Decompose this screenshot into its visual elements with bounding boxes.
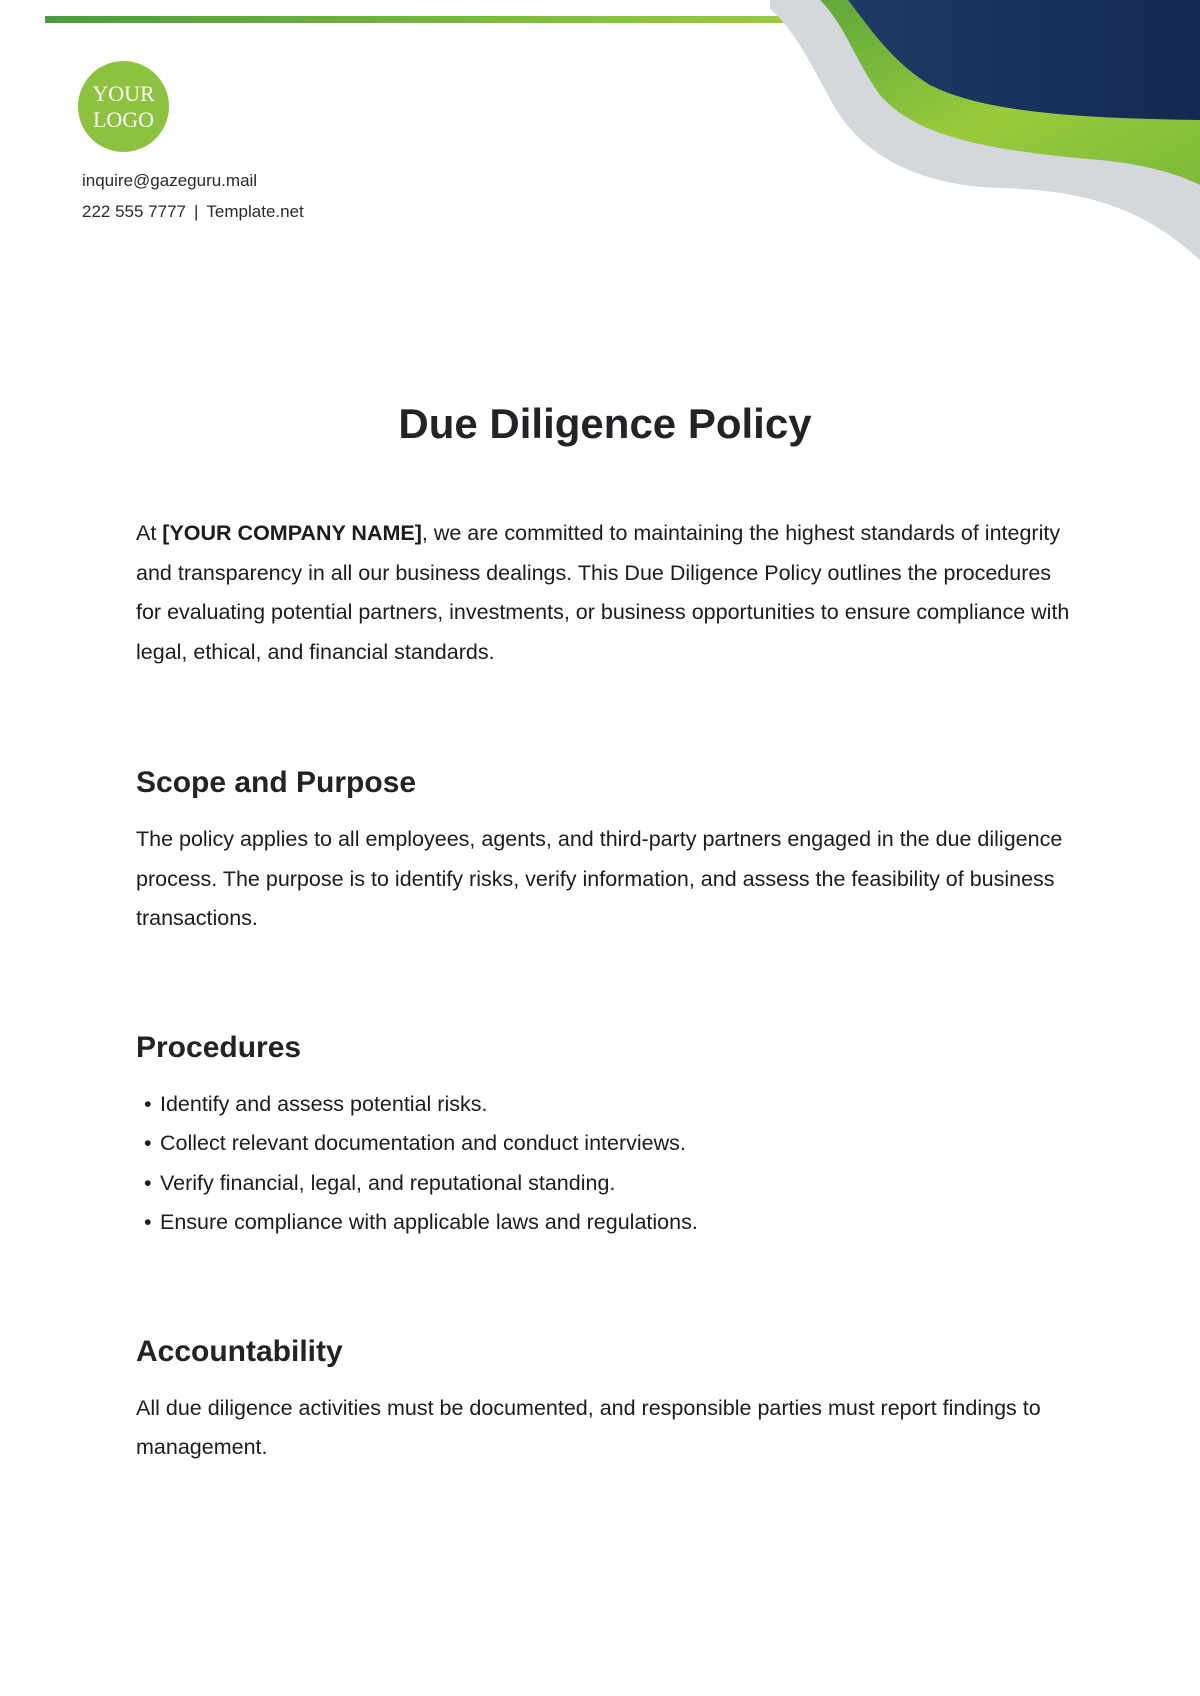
list-item-text: Identify and assess potential risks.: [160, 1091, 488, 1116]
logo-placeholder-text: [89, 81, 159, 133]
contact-email: inquire@gazeguru.mail: [82, 171, 258, 190]
bullet-icon: •: [144, 1170, 152, 1195]
document-body: [136, 514, 1076, 1468]
company-name-placeholder: [YOUR COMPANY NAME]: [162, 521, 422, 545]
intro-text: , we are committed to maintaining the highest standards of integrity and transparency in all our business dealings. This Due Diligence Policy outlines the procedures for evaluating potential partners, investments, or business opportunities to ensure compliance with legal, ethical, and financial standards.: [136, 521, 1070, 664]
contact-separator: |: [194, 202, 199, 221]
list-item-text: Verify financial, legal, and reputational standing.: [160, 1170, 616, 1195]
document-title: Due Diligence Policy: [398, 400, 812, 447]
list-item: [136, 1124, 1076, 1164]
intro-paragraph: [136, 514, 1076, 672]
accountability-heading: Accountability: [136, 1334, 343, 1368]
bullet-icon: •: [144, 1091, 152, 1116]
bullet-icon: •: [144, 1131, 152, 1155]
list-item: [136, 1164, 1076, 1204]
logo-line-2: LOGO: [92, 106, 155, 132]
list-item-text: Collect relevant documentation and conduct interviews.: [160, 1131, 686, 1155]
list-item: [136, 1085, 1076, 1125]
contact-phone: 222 555 7777: [82, 202, 186, 221]
header-accent-line: [45, 16, 875, 23]
contact-phone-row: [82, 196, 304, 227]
procedures-heading: Procedures: [136, 1030, 302, 1064]
list-item-text: Ensure compliance with applicable laws and regulations.: [160, 1210, 698, 1234]
company-logo: [78, 61, 169, 152]
accountability-paragraph: All due diligence activities must be documented, and responsible parties must report findings to management.: [136, 1395, 1041, 1459]
scope-paragraph: The policy applies to all employees, agents, and third-party partners engaged in the due diligence process. The purpose is to identify risks, verify information, and assess the feasibility of business transactions.: [136, 827, 1063, 930]
procedures-list: [136, 1085, 1076, 1243]
contact-info: [82, 165, 304, 227]
intro-prefix: At: [136, 521, 163, 545]
list-item: [136, 1203, 1076, 1243]
logo-line-1: YOUR: [92, 80, 155, 106]
scope-heading: Scope and Purpose: [136, 766, 417, 799]
header-wave-graphic: [770, 0, 1200, 260]
bullet-icon: •: [144, 1210, 152, 1234]
contact-website: Template.net: [206, 202, 304, 221]
